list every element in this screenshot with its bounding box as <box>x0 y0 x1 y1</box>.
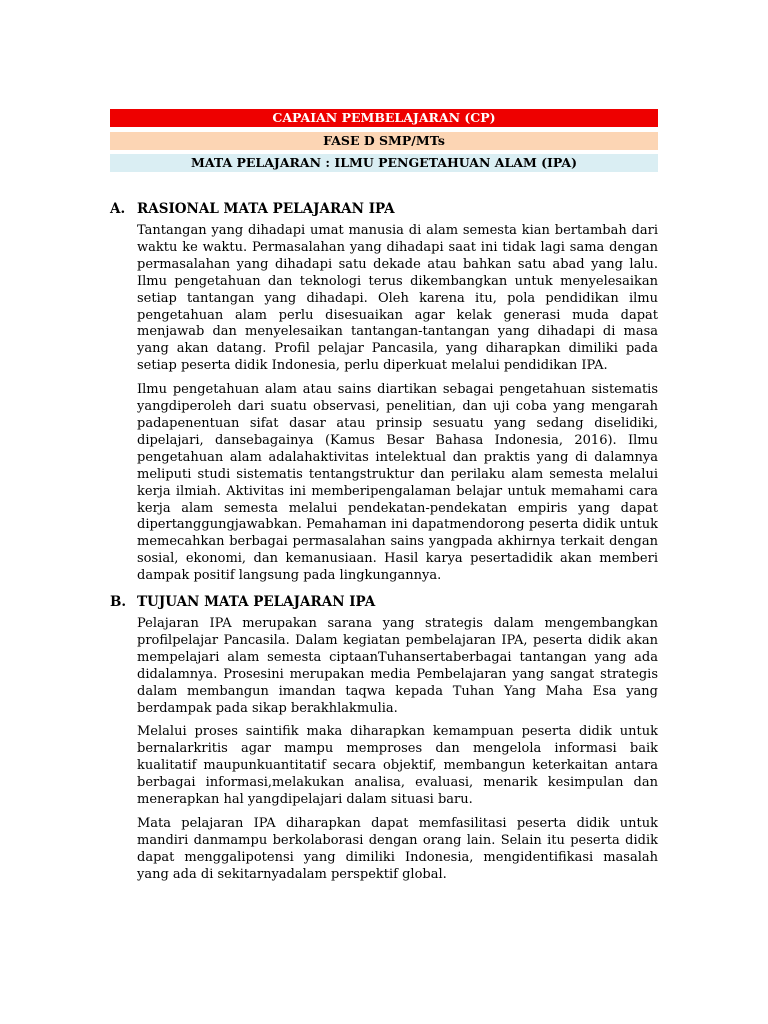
section-letter: B. <box>110 594 127 610</box>
paragraph: Mata pelajaran IPA diharapkan dapat memfasilitasi peserta didik untuk mandiri danmampu berkolaborasi dengan orang lain. Selain itu peserta didik dapat menggalipotensi yang dimiliki Indonesia, mengidentifikasi masalah yang ada di sekitarnyadalam perspektif global. <box>137 815 658 882</box>
section-title: TUJUAN MATA PELAJARAN IPA <box>137 594 376 610</box>
paragraph: Melalui proses saintifik maka diharapkan kemampuan peserta didik untuk bernalarkritis agar mampu memproses dan mengelola informasi baik kualitatif maupunkuantitatif secara objektif, membangun keterkaitan antara berbagai informasi,melakukan analisa, evaluasi, menarik kesimpulan dan menerapkan hal yangdipelajari dalam situasi baru. <box>137 724 658 808</box>
section-title: RASIONAL MATA PELAJARAN IPA <box>137 201 395 217</box>
paragraph: Ilmu pengetahuan alam atau sains diartikan sebagai pengetahuan sistematis yangdiperoleh dari suatu observasi, penelitian, dan uji coba yang mengarah padapenentuan sifat dasar atau prinsip sesuatu yang sedang diselidiki, dipelajari, dansebagainya (Kamus Besar Bahasa Indonesia, 2016). Ilmu pengetahuan alam adalahaktivitas intelektual dan praktis yang di dalamnya meliputi studi sistematis tentangstruktur dan perilaku alam semesta melalui kerja ilmiah. Aktivitas ini memberipengalaman belajar untuk memahami cara kerja alam semesta melalui pendekatan-pendekatan empiris yang dapat dipertanggungjawabkan. Pemahaman ini dapatmendorong peserta didik untuk memecahkan berbagai permasalahan sains yangpada akhirnya terkait dengan sosial, ekonomi, dan kemanusiaan. Hasil karya pesertadidik akan memberi dampak positif langsung pada lingkungannya. <box>137 382 658 584</box>
banner-capaian-pembelajaran: CAPAIAN PEMBELAJARAN (CP) <box>110 109 658 127</box>
section-tujuan <box>110 592 658 884</box>
section-heading <box>110 199 658 219</box>
paragraph: Tantangan yang dihadapi umat manusia di alam semesta kian bertambah dari waktu ke waktu. Permasalahan yang dihadapi saat ini tidak lagi sama dengan permasalahan yang dihadapi satu dekade atau bahkan satu abad yang lalu. Ilmu pengetahuan dan teknologi terus dikembangkan untuk menyelesaikan setiap tantangan yang dihadapi. Oleh karena itu, pola pendidikan ilmu pengetahuan alam perlu disesuaikan agar kelak generasi muda dapat menjawab dan menyelesaikan tantangan-tantangan yang dihadapi di masa yang akan datang. Profil pelajar Pancasila, yang diharapkan dimiliki pada setiap peserta didik Indonesia, perlu diperkuat melalui pendidikan IPA. <box>137 223 658 374</box>
paragraph: Pelajaran IPA merupakan sarana yang strategis dalam mengembangkan profilpelajar Pancasila. Dalam kegiatan pembelajaran IPA, peserta didik akan mempelajari alam semesta ciptaanTuhansertaberbagai tantangan yang ada didalamnya. Prosesini merupakan media Pembelajaran yang sangat strategis dalam membangun imandan taqwa kepada Tuhan Yang Maha Esa yang berdampak pada sikap berakhlakmulia. <box>137 616 658 716</box>
section-heading <box>110 592 658 612</box>
section-letter: A. <box>110 201 126 217</box>
banner-fase: FASE D SMP/MTs <box>110 132 658 150</box>
banner-mata-pelajaran: MATA PELAJARAN : ILMU PENGETAHUAN ALAM (IPA) <box>110 154 658 172</box>
section-rasional <box>110 199 658 585</box>
